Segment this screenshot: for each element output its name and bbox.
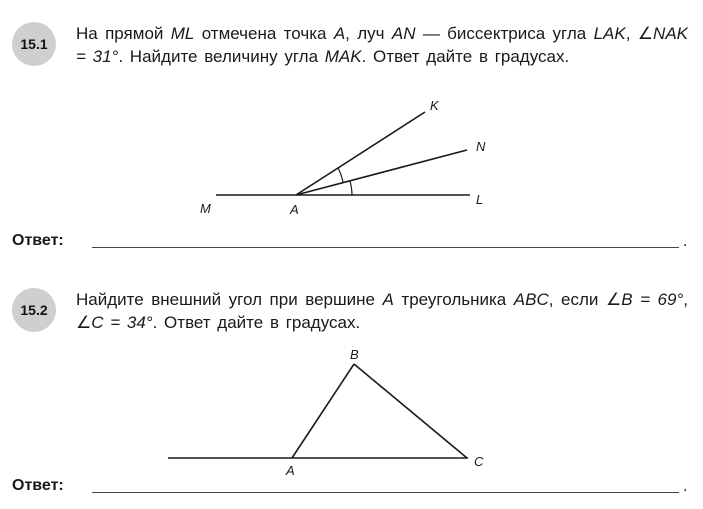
task-number-badge-15-2 — [12, 288, 56, 332]
ray-an — [296, 150, 467, 195]
text-part: отмечена точка — [194, 24, 334, 43]
text-part: . Ответ дайте в градусах. — [152, 313, 361, 332]
answer-end-dot: . — [683, 233, 688, 250]
side-ab — [292, 364, 354, 458]
figure-15-1 — [200, 98, 486, 217]
text-part: , если — [548, 290, 606, 309]
label-b: B — [350, 347, 359, 362]
text-part: На прямой — [76, 24, 171, 43]
label-a: A — [290, 202, 299, 217]
var-abc: ABC — [513, 290, 549, 309]
label-a2: A — [286, 463, 295, 478]
text-part: , луч — [345, 24, 392, 43]
answer-label-15-1: Ответ: — [12, 232, 64, 249]
text-part: — биссектриса угла — [415, 24, 594, 43]
arc-nal — [350, 181, 352, 195]
answer-label-15-2: Ответ: — [12, 477, 64, 494]
label-l: L — [476, 192, 484, 207]
answer-field-15-2[interactable] — [92, 492, 679, 493]
var-mak: MAK — [324, 47, 362, 66]
angle-nak: ∠NAK = 31° — [76, 24, 688, 66]
ray-ak — [296, 112, 425, 195]
text-part: Найдите внешний угол при вершине — [76, 290, 383, 309]
side-bc — [354, 364, 467, 458]
label-m: M — [200, 201, 211, 216]
angle-c: ∠C = 34° — [76, 313, 153, 332]
text-part: , — [683, 290, 688, 309]
text-part: , — [625, 24, 638, 43]
var-a: A — [333, 24, 346, 43]
var-ml: ML — [170, 24, 195, 43]
var-lak: LAK — [593, 24, 626, 43]
figure-15-2 — [168, 347, 484, 478]
angle-b: ∠B = 69° — [605, 290, 684, 309]
var-an: AN — [391, 24, 416, 43]
label-n: N — [476, 139, 486, 154]
arc-kan — [338, 168, 343, 182]
answer-field-15-1[interactable] — [92, 247, 679, 248]
text-part: . Найдите величину угла — [118, 47, 325, 66]
task-15-2-text — [76, 288, 688, 334]
label-k: K — [430, 98, 439, 113]
label-c: C — [474, 454, 484, 469]
var-a: A — [382, 290, 394, 309]
task-number: 15.2 — [20, 302, 48, 318]
text-part: . Ответ дайте в градусах. — [361, 47, 570, 66]
answer-end-dot: . — [683, 478, 688, 495]
task-number: 15.1 — [20, 36, 48, 52]
text-part: треугольника — [393, 290, 514, 309]
